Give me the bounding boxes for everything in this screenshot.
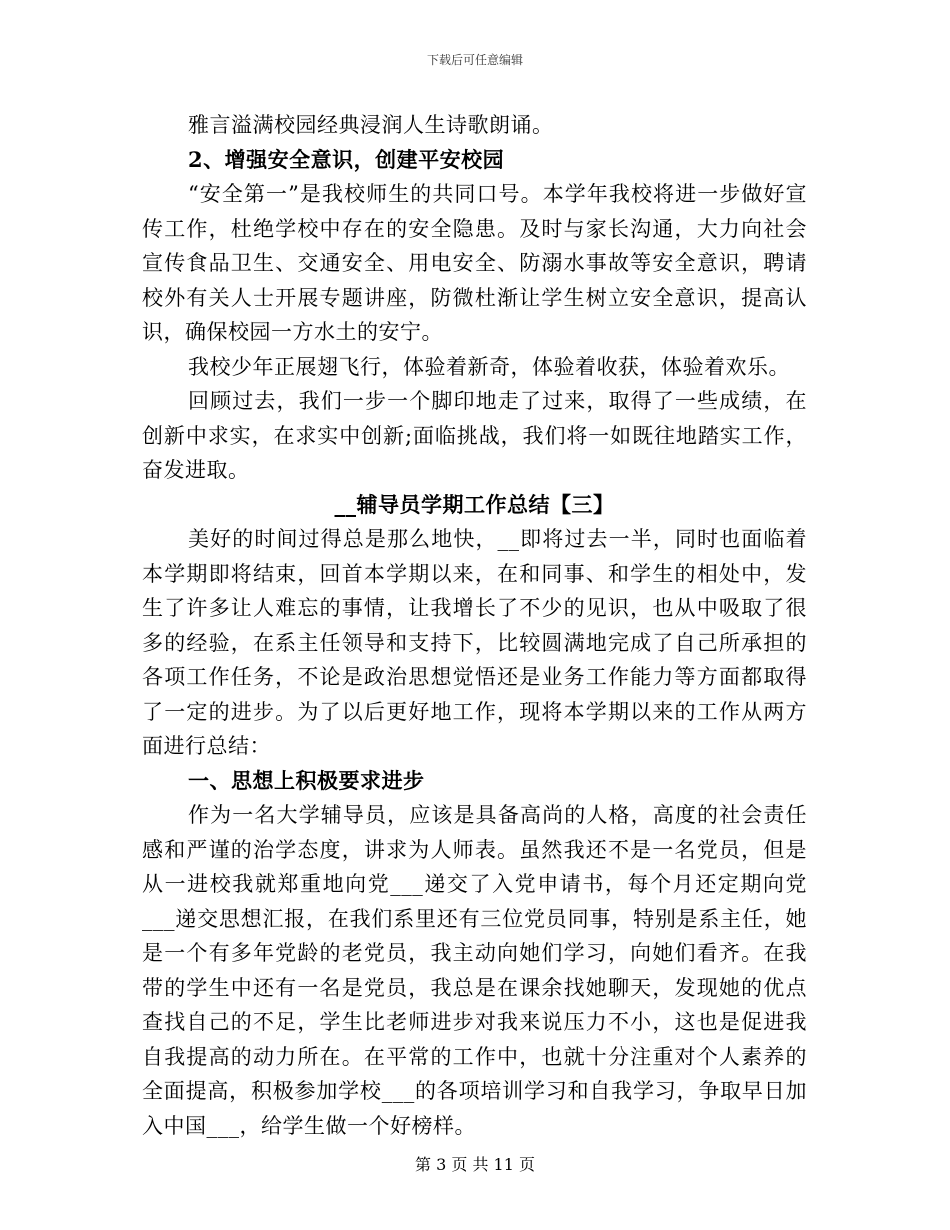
paragraph: 我校少年正展翅飞行，体验着新奇，体验着收获，体验着欢乐。 xyxy=(188,354,790,379)
document-title: __辅导员学期工作总结【三】 xyxy=(334,491,615,517)
document-body xyxy=(142,108,807,1143)
page-footer: 第 3 页 共 11 页 xyxy=(415,1155,535,1174)
paragraph: 作为一名大学辅导员，应该是具备高尚的人格，高度的社会责任感和严谨的治学态度，讲求为人师表。虽然我还不是一名党员，但是从一进校我就郑重地向党___递交了入党申请书，每个月还定期向党___递交思想汇报，在我们系里还有三位党员同事，特别是系主任，她是一个有多年党龄的老党员，我主动向她们学习，向她们看齐。在我带的学生中还有一名是党员，我总是在课余找她聊天，发现她的优点查找自己的不足，学生比老师进步对我来说压力不小，这也是促进我自我提高的动力所在。在平常的工作中，也就十分注重对个人素养的全面提高，积极参加学校___的各项培训学习和自我学习，争取早日加入中国___，给学生做一个好榜样。 xyxy=(142,803,807,1138)
paragraph: “安全第一”是我校师生的共同口号。本学年我校将进一步做好宣传工作，杜绝学校中存在的安全隐患。及时与家长沟通，大力向社会宣传食品卫生、交通安全、用电安全、防溺水事故等安全意识，聘请校外有关人士开展专题讲座，防微杜渐让学生树立安全意识，提高认识，确保校园一方水土的安宁。 xyxy=(142,182,807,344)
section-heading: 一、思想上积极要求进步 xyxy=(188,767,425,793)
paragraph: 雅言溢满校园经典浸润人生诗歌朗诵。 xyxy=(188,113,554,137)
section-heading: 2、增强安全意识，创建平安校园 xyxy=(188,146,505,172)
page-header: 下载后可任意编辑 xyxy=(426,53,523,67)
paragraph: 美好的时间过得总是那么地快，__即将过去一半，同时也面临着本学期即将结束，回首本学期以来，在和同事、和学生的相处中，发生了许多让人难忘的事情，让我增长了不少的见识，也从中吸取了很多的经验，在系主任领导和支持下，比较圆满地完成了自己所承担的各项工作任务，不论是政治思想觉悟还是业务工作能力等方面都取得了一定的进步。为了以后更好地工作，现将本学期以来的工作从两方面进行总结： xyxy=(142,527,807,758)
paragraph: 回顾过去，我们一步一个脚印地走了过来，取得了一些成绩，在创新中求实，在求实中创新;面临挑战，我们将一如既往地踏实工作，奋发进取。 xyxy=(142,389,807,482)
